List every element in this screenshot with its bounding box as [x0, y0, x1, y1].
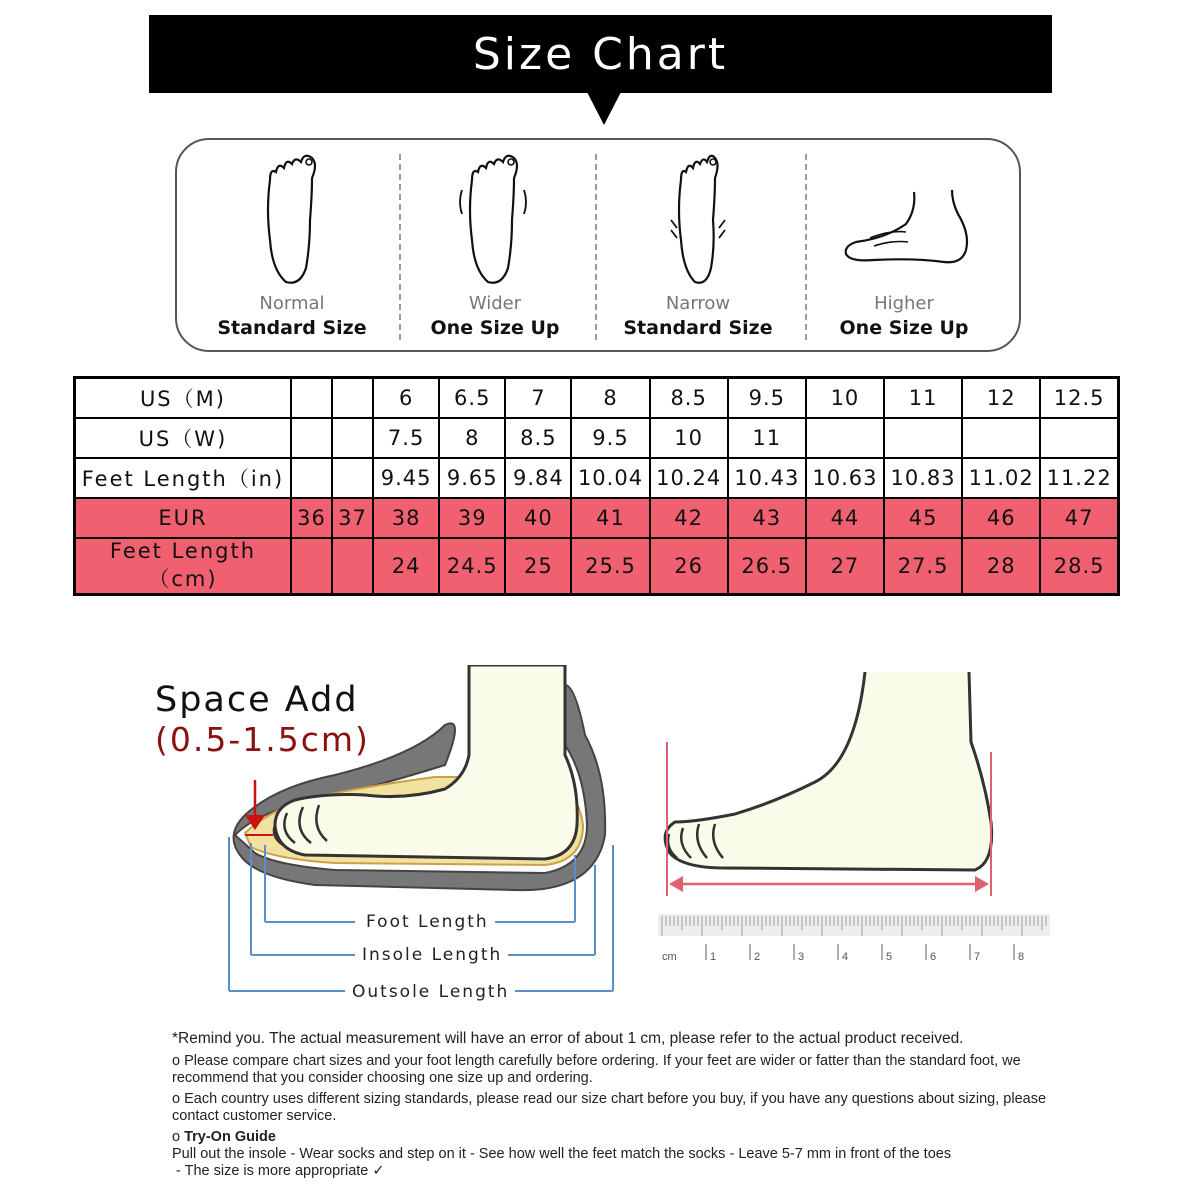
ruler-label: 6 [930, 951, 937, 963]
table-cell: 37 [332, 498, 373, 538]
high-arch-foot-icon [834, 150, 974, 290]
table-cell: 6.5 [439, 378, 505, 419]
table-cell: 9.84 [505, 458, 571, 498]
guide-result: - The size is more appropriate ✓ [176, 1163, 385, 1179]
bullet-icon: o [172, 1053, 185, 1069]
size-chart-banner [149, 15, 1052, 93]
bullet-icon: o [172, 1129, 185, 1145]
insole-length-label: Insole Length [356, 945, 508, 965]
table-cell: 28.5 [1040, 538, 1118, 595]
table-cell: 9.45 [373, 458, 439, 498]
table-cell: 9.65 [439, 458, 505, 498]
table-cell: 10 [806, 378, 884, 419]
foot-type-label: Normal [259, 293, 325, 314]
table-cell: 7 [505, 378, 571, 419]
ruler-label: 3 [798, 951, 805, 963]
table-cell [291, 418, 332, 458]
table-cell: 10.63 [806, 458, 884, 498]
table-cell [884, 418, 962, 458]
table-cell: 28 [962, 538, 1040, 595]
foot-size-label: One Size Up [430, 317, 560, 339]
table-cell: 11.22 [1040, 458, 1118, 498]
table-cell [291, 378, 332, 419]
table-cell: 6 [373, 378, 439, 419]
table-row [75, 458, 1119, 498]
table-cell: 10 [650, 418, 728, 458]
table-cell: 25.5 [571, 538, 649, 595]
table-cell: 9.5 [728, 378, 806, 419]
guide-step: Pull out the insole - Wear socks and step on it - See how well the feet match the socks - Leave 5-7 mm in front of the toes [172, 1146, 952, 1162]
ruler-label: 4 [842, 951, 849, 963]
narrow-foot-icon [653, 150, 743, 290]
table-cell: 24 [373, 538, 439, 595]
foot-measure-illustration [655, 672, 1005, 902]
table-cell: 27.5 [884, 538, 962, 595]
banner-pointer [587, 92, 621, 125]
table-cell: 10.24 [650, 458, 728, 498]
foot-type-normal [197, 140, 387, 350]
normal-foot-icon [252, 150, 332, 290]
guide-title: Try-On Guide [184, 1129, 276, 1145]
table-cell: 8 [439, 418, 505, 458]
table-cell: 26.5 [728, 538, 806, 595]
panel-divider [399, 154, 401, 340]
table-cell: 12 [962, 378, 1040, 419]
table-cell: 27 [806, 538, 884, 595]
table-cell: 44 [806, 498, 884, 538]
table-cell: 24.5 [439, 538, 505, 595]
table-cell: 40 [505, 498, 571, 538]
foot-type-narrow [601, 140, 795, 350]
table-cell: 26 [650, 538, 728, 595]
ruler-illustration [658, 912, 1050, 972]
table-cell: 8 [571, 378, 649, 419]
table-cell [332, 458, 373, 498]
table-cell [1040, 418, 1118, 458]
bullet-icon: o [172, 1091, 185, 1107]
foot-type-higher [811, 140, 997, 350]
ruler-label: 7 [974, 951, 981, 963]
table-cell: 38 [373, 498, 439, 538]
table-cell: 39 [439, 498, 505, 538]
table-cell [332, 418, 373, 458]
ruler-label: 8 [1018, 951, 1025, 963]
row-label: Feet Length（cm) [75, 538, 291, 595]
table-cell: 43 [728, 498, 806, 538]
foot-type-label: Higher [874, 293, 934, 314]
table-cell: 10.43 [728, 458, 806, 498]
remind-note: *Remind you. The actual measurement will have an error of about 1 cm, please refer to the actual product received. [172, 1030, 964, 1047]
space-add-title: Space Add [155, 680, 359, 720]
table-cell [291, 458, 332, 498]
foot-size-label: Standard Size [623, 317, 773, 339]
foot-type-panel [175, 138, 1021, 352]
ruler-label: 5 [886, 951, 893, 963]
table-cell: 8.5 [505, 418, 571, 458]
table-row [75, 418, 1119, 458]
table-cell: 46 [962, 498, 1040, 538]
sizing-notes [172, 1030, 1052, 1184]
outsole-length-label: Outsole Length [346, 982, 515, 1002]
foot-size-label: One Size Up [839, 317, 969, 339]
table-cell [962, 418, 1040, 458]
row-label: US（M) [75, 378, 291, 419]
table-cell: 7.5 [373, 418, 439, 458]
row-label: US（W) [75, 418, 291, 458]
table-cell [291, 538, 332, 595]
table-cell: 47 [1040, 498, 1118, 538]
panel-divider [595, 154, 597, 340]
standards-note: o Each country uses different sizing standards, please read our size chart before you buy, if you have any questions about sizing, please contact customer service. [172, 1091, 1047, 1124]
table-cell: 36 [291, 498, 332, 538]
table-row [75, 378, 1119, 419]
foot-size-label: Standard Size [217, 317, 367, 339]
table-row [75, 538, 1119, 595]
table-cell [332, 378, 373, 419]
foot-length-label: Foot Length [360, 912, 495, 932]
table-cell: 10.83 [884, 458, 962, 498]
table-cell: 9.5 [571, 418, 649, 458]
panel-divider [805, 154, 807, 340]
try-on-guide [172, 1129, 1052, 1180]
table-cell: 25 [505, 538, 571, 595]
table-cell: 45 [884, 498, 962, 538]
ruler-label: 2 [754, 951, 761, 963]
table-cell: 11 [728, 418, 806, 458]
table-cell: 42 [650, 498, 728, 538]
table-cell: 11 [884, 378, 962, 419]
size-conversion-table [73, 376, 1120, 596]
ruler-label: 1 [710, 951, 717, 963]
table-cell: 10.04 [571, 458, 649, 498]
table-cell [332, 538, 373, 595]
page-title: Size Chart [472, 28, 729, 80]
wide-foot-icon [450, 150, 540, 290]
foot-type-label: Wider [468, 293, 522, 314]
space-add-range: (0.5-1.5cm) [155, 720, 370, 759]
ruler-unit: cm [662, 951, 677, 963]
row-label: Feet Length（in) [75, 458, 291, 498]
compare-note: o Please compare chart sizes and your foot length carefully before ordering. If your feet are wider or fatter than the standard foot, we recommend that you consider choosing one size up and ordering. [172, 1053, 1021, 1086]
table-row [75, 498, 1119, 538]
row-label: EUR [75, 498, 291, 538]
table-cell: 41 [571, 498, 649, 538]
foot-type-wider [405, 140, 585, 350]
foot-type-label: Narrow [665, 293, 731, 314]
table-cell: 8.5 [650, 378, 728, 419]
table-cell: 11.02 [962, 458, 1040, 498]
table-cell [806, 418, 884, 458]
table-cell: 12.5 [1040, 378, 1118, 419]
